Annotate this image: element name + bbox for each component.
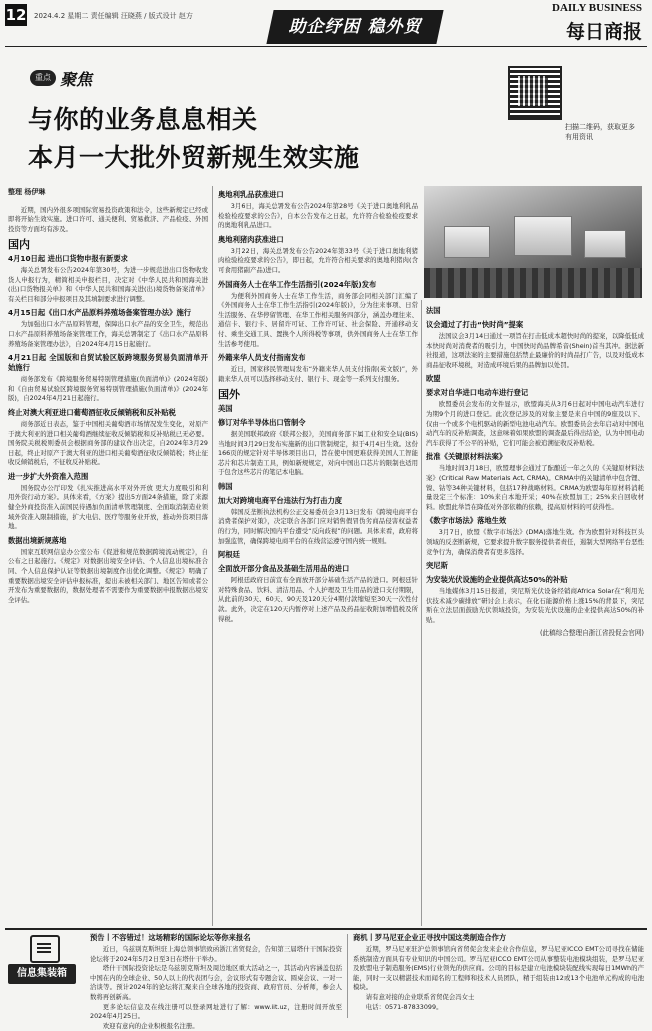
- article-body: 商务部近日表态，鉴于中国相关葡萄酒市场情况发生变化，对原产于澳大利亚的进口相关葡萄酒继续征收反倾销税和反补贴税已无必要。国务院关税税则委员会根据商务部的建议作出决定，自2024年3月29日起，终止对原产于澳大利亚的进口相关葡萄酒征收反倾销税；终止征收反倾销税后，不征收反补贴税。: [8, 419, 208, 467]
- article-title: 奥地利乳品获准进口: [218, 190, 284, 199]
- article-body: 据美国联邦政府《联邦公报》，美国商务部下属工业和安全局(BIS)当地时间3月29日发布实施新的出口管制规定，拟于4月4日生效。这份166页的规定针对半导体项目出口，旨在使中国更难获得美国人工智能芯片和芯片制造工具，例如新规规定，对向中国出口芯片的限制也适用于包含这些芯片的笔记本电脑。: [218, 429, 418, 477]
- notice-body: 近期，罗马尼亚驻沪总领事馆向省贸促会发来企业合作信息，罗马尼亚ICCO EMT公司寻找在储能系统制造方面具有专业知识的中国公司。罗马尼亚ICCO EMT公司从事整装电池模块组装，是罗马尼亚及欧盟电子制造服务(EMS)行业领先的供应商。公司的目标是建立电池模块装配线实现每日1MWh的产能，同时一支以精湛技术而闻名的工程师和技术人员团队，精于组装由12或13个电池单元构成的电池模块。: [353, 945, 644, 992]
- article-title: 4月15日起《出口水产品原料养殖场备案管理办法》施行: [8, 308, 192, 318]
- article-body: 3月7日，欧盟《数字市场法》(DMA)落地生效。作为欧盟针对科技巨头领域的反垄断新规，它要求提升数字服务提供者责任，遏制大型网络平台恶性竞争行为，确保消费者有更多选择。: [426, 528, 644, 556]
- contact-phone: 电话：0571-87833099。: [365, 1002, 443, 1011]
- article-title: 4月10日起 进出口货物申报有新要求: [8, 253, 128, 263]
- headline-line1: 与你的业务息息相关: [28, 105, 258, 134]
- article-body: 国家互联网信息办公室公布《促进和规范数据跨境流动规定》，自公布之日起施行。《规定》对数据出境安全评估、个人信息出境标准合同、个人信息保护认证等数据出境制度作出优化调整。《规定》明确了重要数据出境安全评估申报标准，提出未被相关部门、地区告知或者公开发布为重要数据的，数据处理者不需要作为重要数据申报数据出境安全评估。: [8, 547, 208, 604]
- country-label: 阿根廷: [218, 550, 240, 560]
- daily-business-label: DAILY BUSINESS: [552, 2, 642, 14]
- section-badge: 重点: [30, 70, 56, 86]
- column-divider: [212, 186, 213, 926]
- package-box: [444, 226, 490, 258]
- article-body: 近日，国家移民管理局发布“外籍来华人员支付指南(英文版)”，外籍来华人员可以选择移动支付、银行卡、现金等一系列支付服务。: [218, 365, 418, 383]
- article-body: 国务院办公厅印发《扎实推进高水平对外开放 更大力度吸引和利用外资行动方案》。具体来看，《方案》提出5方面24条措施，除了来源健全外商投资准入前国民待遇加负面清单管理制度、全面取消制造业领域外资准入限制措施，扩大电信、医疗等服务业开放，推动外资项目落地。: [8, 483, 208, 531]
- notice-title: 预告丨不容错过！这场精彩的国际论坛等你来报名: [90, 933, 251, 942]
- article-title: 外籍来华人员支付指南发布: [218, 353, 306, 363]
- bottom-right-notice: [353, 933, 644, 1021]
- article-body: 当地时间3月18日，欧盟理事会通过了酝酿近一年之久的《关键原材料法案》(Critical Raw Materials Act, CRMA)。CRMA中的关键清单中包含锂、镍、钴等34种关键材料，包括17种战略材料。CRMA为欧盟每年原材料消耗量设定三个标准：10%来自本地开采；40%在欧盟加工；25%来自回收材料。欧盟此举旨在降低对外部依赖的依赖，提高原材料的可获得性。: [426, 464, 644, 511]
- banner-text: 助企纾困 稳外贸: [288, 17, 422, 37]
- domestic-heading: 国内: [8, 238, 30, 252]
- article-body: 为便利外国商务人士在华工作生活，商务部会同相关部门汇编了《外国商务人士在华工作生活指引(2024年版)》，分为往来事项、日常生活服务、在华停留管理、在华工作相关服务四部分，涵盖办理往来、通信卡、银行卡、居留许可证、工作许可证、社会保险、开通移动支付、乘坐交通工具、置换个人所得税等事项，供外国商务人士在华工作生活参考使用。: [218, 291, 418, 348]
- header-rule: [5, 46, 647, 47]
- article-title: 《数字市场法》落地生效: [426, 516, 507, 526]
- qr-code[interactable]: [508, 66, 562, 120]
- article-body: 法国议会3月14日通过一项旨在打击低成本超快时尚的提案，以降低低成本快时尚对消费者的吸引力，中国快时尚品牌希音(Shein)首当其冲。据法新社报道，这项法案的主要措施包括禁止最廉价的时尚品打广告，以及对低成本商品征收环境税，对造成环境后果的品牌加以处罚。: [426, 332, 644, 369]
- headline-line2: 本月一大批外贸新规生效实施: [28, 143, 360, 172]
- banner: [266, 10, 443, 44]
- country-label: 美国: [218, 403, 233, 413]
- article-title: 4月21日起 全国版和自贸试验区版跨境服务贸易负面清单开始施行: [8, 353, 208, 373]
- article-title: 奥地利猪肉获准进口: [218, 234, 284, 244]
- article-body: 海关总署发布公告2024年第30号，为进一步规范进出口货物收发货人申报行为，精简相关申报栏目，决定对《中华人民共和国海关进(出)口货物报关单》和《中华人民共和国海关进(出)境货物备案清单》有关栏目和部分申报项目及其填制要求进行调整。: [8, 265, 208, 303]
- column-middle: [218, 186, 418, 938]
- article-body: 韩国反垄断执法机构公正交易委员会3月13日发布《跨境电商平台消费者保护对策》，决定联合各部门应对销售假冒伪劣商品侵害权益者的行为，同时解决国内平台遭受“反向歧视”的问题。具体来看，政府将加强监管，确保跨境电商平台的在线营运遵守国内统一规则。: [218, 507, 418, 545]
- article-title: 议会通过了打击“快时尚”提案: [426, 320, 524, 329]
- package-box: [514, 216, 572, 256]
- column-divider: [347, 934, 348, 1018]
- page-number: 12: [5, 6, 27, 24]
- country-label: 突尼斯: [426, 561, 448, 571]
- info-container-label: 信息集装箱: [8, 964, 76, 984]
- source-note: (此稿综合整理自浙江省投促会官网): [539, 629, 644, 638]
- dateline: 2024.4.2 星期二 责任编辑 汪晓燕 / 版式设计 赵方: [34, 12, 193, 20]
- info-box-icon: [30, 935, 60, 963]
- byline: 整理 杨伊琳: [8, 188, 46, 196]
- notice-body: 欢迎有意向的企业积极报名注册。: [102, 1021, 199, 1030]
- article-title: 外国商务人士在华工作生活指引(2024年版)发布: [218, 279, 377, 289]
- article-title: 全面放开部分食品及基础生活用品的进口: [218, 564, 350, 574]
- article-title: 数据出境新规落地: [8, 535, 67, 545]
- article-body: 当地媒体3月15日报道，突尼斯光伏设备经销商Africa Solar在“利用光伏技术减少碳排放”研讨会上表示，在化石能源价格上涨15%的背景下，突尼斯在立法层面鼓励光伏领域投资，为安装光伏设施的企业提供高达50%的补贴。: [426, 587, 644, 624]
- article-body: 阿根廷政府日前宣布全面放开部分基础生活产品的进口。阿根廷针对特殊食品、饮料、清洁用品、个人护理及卫生用品的进口支付期限，从此前的30天、60天、90天及120天分4期付款缩短至30天一次性付款。此外，决定在120天内暂停对上述产品及药品征收附加增值税及所得税。: [218, 576, 418, 623]
- intro-paragraph: 近期，国内外很多项国际贸易投资政策和法令，这些新规定已经或即将开始生效实施。进口许可、通关便利、贸易救济、产品检疫、外国投资等方面均有涉及。: [8, 205, 208, 233]
- notice-body: 更多论坛信息及在线注册可以登录网址进行了解：www.iit.uz，注册时间开放至2024年4月25日。: [90, 1002, 342, 1021]
- qr-caption: 扫描二维码，获取更多有用资讯: [565, 123, 635, 141]
- article-body: 为加强出口水产品原料管理，保障出口水产品的安全卫生，规范出口水产品原料养殖场备案管理工作，海关总署制定了《出口水产品原料养殖场备案管理办法》，自2024年4月15日起施行。: [8, 320, 208, 348]
- bottom-left-notice: [90, 933, 342, 1030]
- notice-body: 近日，乌兹别克斯坦驻上海总领事馆致函浙江省贸促会，告知第三届塔什干国际投资论坛将于2024年5月2日至3日在塔什干举办。: [90, 945, 342, 963]
- notice-body: 塔什干国际投资论坛是乌兹别克斯坦及周边地区重大活动之一，其活动内容涵盖包括中国在内的全球企业、50人以上的代表团与会，会议形式有专题会议、圆桌会议、一对一洽谈等。预计2024年的论坛将汇聚来自全球各地的投资商、政府官员、分析师，参会人数将再创新高。: [90, 964, 342, 1001]
- article-title: 修订对华半导体出口管制令: [218, 417, 306, 427]
- bottom-rule: [5, 928, 647, 930]
- country-label: 法国: [426, 306, 441, 315]
- notice-title: 商机丨罗马尼亚企业正寻找中国这类制造合作方: [353, 933, 507, 942]
- article-title: 进一步扩大外资准入范围: [8, 471, 89, 481]
- warehouse-photo: [424, 186, 642, 298]
- package-box: [584, 230, 626, 258]
- foreign-heading: 国外: [218, 388, 240, 402]
- article-title: 批准《关键原材料法案》: [426, 452, 507, 462]
- column-domestic: [8, 188, 208, 938]
- article-body: 3月6日，海关总署发布公告2024年第28号《关于进口奥地利乳品检验检疫要求的公告》，自本公告发布之日起，允许符合检验检疫要求的奥地利乳品进口。: [218, 202, 418, 230]
- article-body: 欧盟委员会发布的文件显示，欧盟海关从3月6日起对中国电动汽车进行为期9个月的进口登记。此次登记涉及的对象主要是来自中国的9座及以下、仅由一个或多个电机驱动的新型电池电动汽车。欧盟委员会去年启动对中国电动汽车的反补贴调查，这意味着如果欧盟的调查最后得出结论，认为中国电动汽车获得了不公平的补贴，它们可能会被追溯征收反补贴税。: [426, 400, 644, 447]
- article-title: 为安装光伏设施的企业提供高达50%的补贴: [426, 575, 568, 585]
- article-body: 商务部发布《跨境服务贸易特别管理措施(负面清单)》(2024年版)和《自由贸易试验区跨境服务贸易特别管理措施(负面清单)》(2024年版)，自2024年4月21日起施行。: [8, 375, 208, 403]
- column-right: [426, 302, 644, 934]
- country-label: 韩国: [218, 481, 233, 491]
- article-body: 3月22日，海关总署发布公告2024年第33号《关于进口奥地利猪肉检验检疫要求的公告》，即日起，允许符合相关要求的奥地利猪肉(含可食用猪副产品)进口。: [218, 246, 418, 274]
- column-divider: [421, 300, 422, 926]
- article-title: 要求对自华进口电动车进行登记: [426, 388, 529, 398]
- conveyor-belt: [424, 268, 642, 298]
- country-label: 欧盟: [426, 374, 441, 384]
- masthead: 每日商报: [565, 21, 642, 43]
- article-title: 加大对跨境电商平台违法行为打击力度: [218, 495, 343, 505]
- notice-body: 请有意对接的企业联系省贸促会冯女士: [365, 992, 475, 1001]
- section-title: 聚焦: [60, 70, 93, 89]
- article-title: 终止对澳大利亚进口葡萄酒征收反倾销税和反补贴税: [8, 407, 176, 417]
